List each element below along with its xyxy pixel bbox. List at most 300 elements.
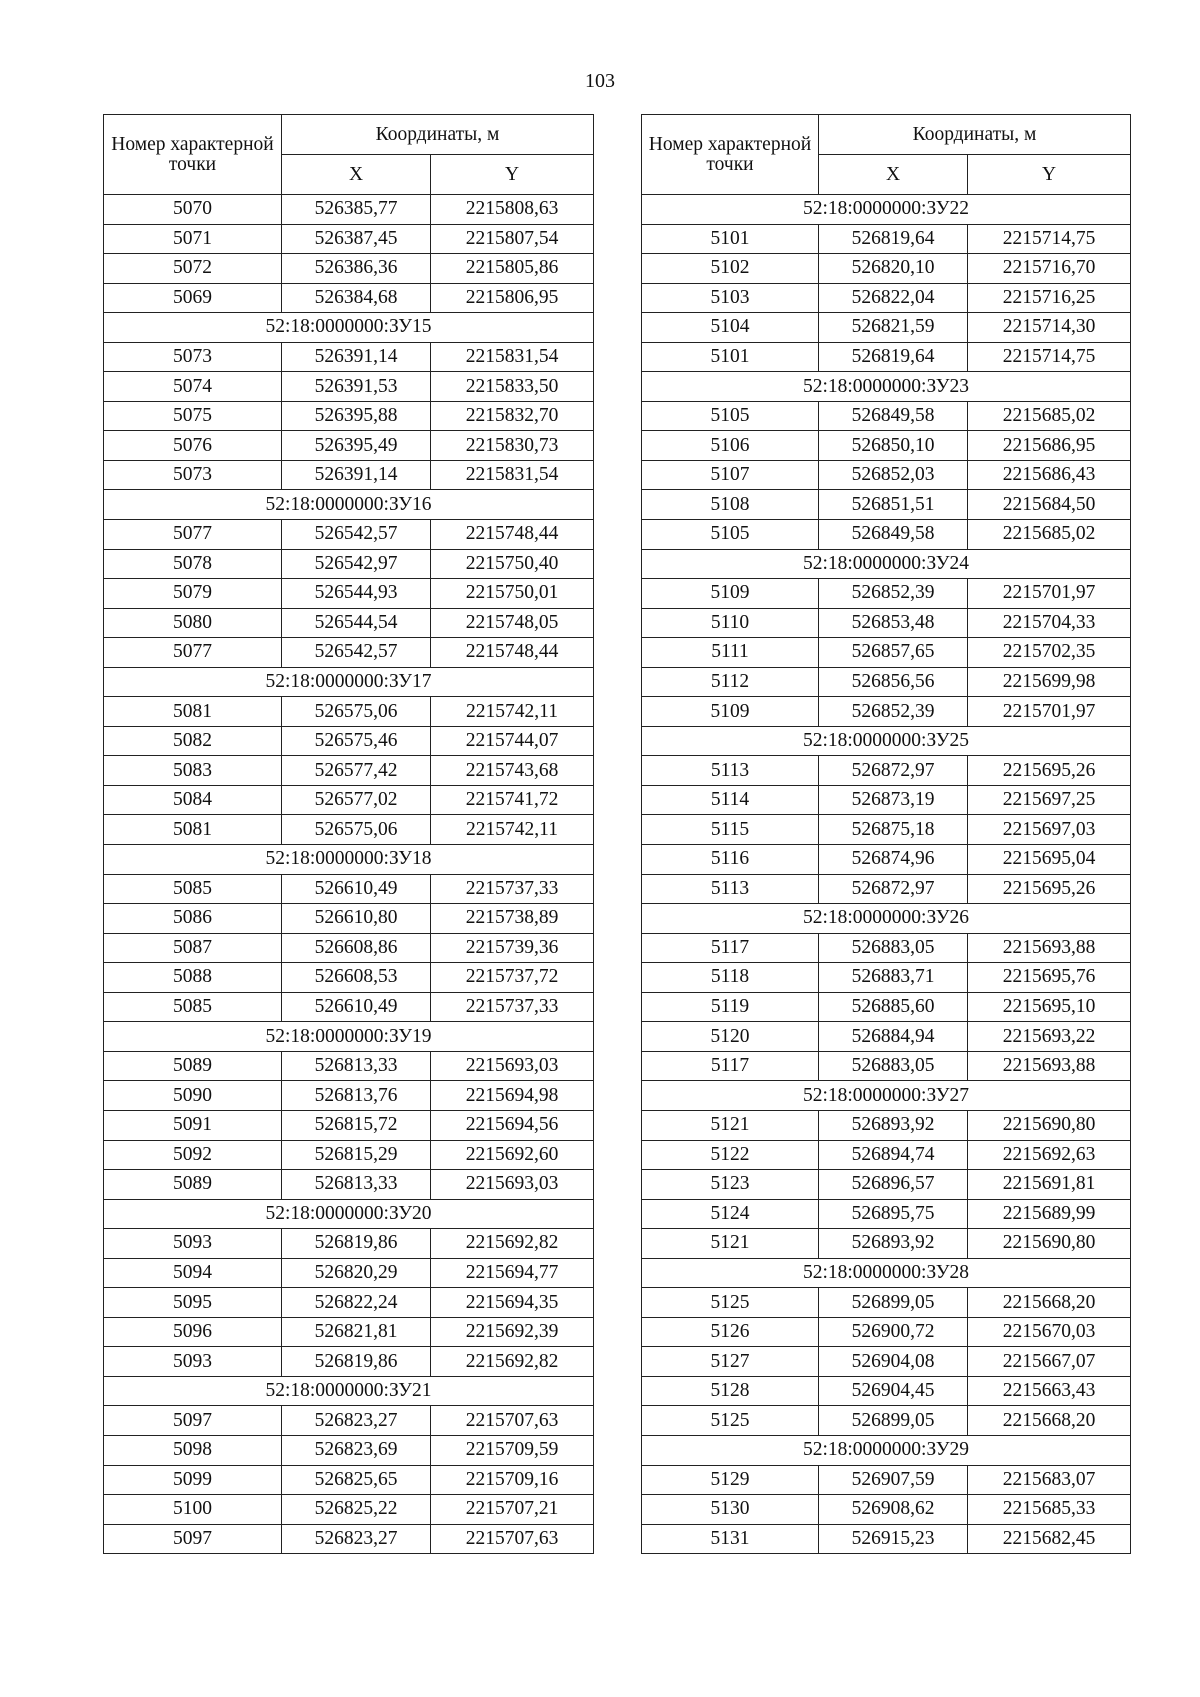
y-coordinate-cell: 2215808,63 [431, 195, 594, 225]
point-number-cell: 5123 [642, 1170, 819, 1200]
x-coordinate-cell: 526610,49 [282, 992, 431, 1022]
table-row [104, 1347, 594, 1377]
point-number-cell: 5077 [104, 638, 282, 668]
x-coordinate-cell: 526385,77 [282, 195, 431, 225]
y-coordinate-cell: 2215702,35 [968, 638, 1131, 668]
x-coordinate-cell: 526874,96 [819, 845, 968, 875]
table-row [104, 579, 594, 609]
table-row [642, 845, 1131, 875]
table-row [104, 520, 594, 550]
table-row [104, 1081, 594, 1111]
y-coordinate-cell: 2215695,26 [968, 756, 1131, 786]
cadastral-number: 52:18:0000000:ЗУ16 [104, 490, 594, 520]
table-row [104, 1317, 594, 1347]
table-row [642, 579, 1131, 609]
y-coordinate-cell: 2215685,02 [968, 520, 1131, 550]
point-number-cell: 5079 [104, 579, 282, 609]
cadastral-number: 52:18:0000000:ЗУ19 [104, 1022, 594, 1052]
y-coordinate-cell: 2215737,72 [431, 963, 594, 993]
x-coordinate-cell: 526883,05 [819, 1051, 968, 1081]
x-coordinate-cell: 526542,97 [282, 549, 431, 579]
x-coordinate-cell: 526822,04 [819, 283, 968, 313]
y-coordinate-cell: 2215693,88 [968, 933, 1131, 963]
table-row [642, 1140, 1131, 1170]
y-coordinate-cell: 2215748,44 [431, 638, 594, 668]
table-row [642, 460, 1131, 490]
cadastral-number: 52:18:0000000:ЗУ21 [104, 1376, 594, 1406]
point-number-cell: 5108 [642, 490, 819, 520]
x-coordinate-cell: 526395,49 [282, 431, 431, 461]
y-coordinate-cell: 2215737,33 [431, 992, 594, 1022]
point-number-cell: 5117 [642, 933, 819, 963]
section-row [104, 1022, 594, 1052]
y-coordinate-cell: 2215741,72 [431, 785, 594, 815]
table-row [104, 785, 594, 815]
y-coordinate-cell: 2215709,16 [431, 1465, 594, 1495]
y-coordinate-cell: 2215831,54 [431, 460, 594, 490]
y-header: Y [431, 155, 594, 195]
x-coordinate-cell: 526851,51 [819, 490, 968, 520]
point-number-cell: 5107 [642, 460, 819, 490]
table-row [104, 254, 594, 284]
y-coordinate-cell: 2215667,07 [968, 1347, 1131, 1377]
point-number-cell: 5073 [104, 460, 282, 490]
cadastral-number: 52:18:0000000:ЗУ29 [642, 1435, 1131, 1465]
point-number-cell: 5117 [642, 1051, 819, 1081]
point-number-cell: 5109 [642, 579, 819, 609]
point-number-cell: 5081 [104, 697, 282, 727]
table-row [104, 815, 594, 845]
point-number-cell: 5106 [642, 431, 819, 461]
y-coordinate-cell: 2215692,82 [431, 1229, 594, 1259]
y-coordinate-cell: 2215695,10 [968, 992, 1131, 1022]
point-number-cell: 5081 [104, 815, 282, 845]
y-coordinate-cell: 2215832,70 [431, 401, 594, 431]
section-row [642, 726, 1131, 756]
table-row [104, 1288, 594, 1318]
x-coordinate-cell: 526384,68 [282, 283, 431, 313]
y-coordinate-cell: 2215686,95 [968, 431, 1131, 461]
table-row [642, 1495, 1131, 1525]
y-coordinate-cell: 2215668,20 [968, 1288, 1131, 1318]
table-row [104, 195, 594, 225]
table-row [104, 283, 594, 313]
cadastral-number: 52:18:0000000:ЗУ25 [642, 726, 1131, 756]
point-number-cell: 5084 [104, 785, 282, 815]
table-row [642, 1406, 1131, 1436]
y-coordinate-cell: 2215699,98 [968, 667, 1131, 697]
point-number-cell: 5105 [642, 520, 819, 550]
x-coordinate-cell: 526391,14 [282, 460, 431, 490]
point-number-cell: 5069 [104, 283, 282, 313]
table-row [104, 401, 594, 431]
point-number-cell: 5119 [642, 992, 819, 1022]
table-row [104, 431, 594, 461]
y-coordinate-cell: 2215695,76 [968, 963, 1131, 993]
x-coordinate-cell: 526813,76 [282, 1081, 431, 1111]
point-number-cell: 5092 [104, 1140, 282, 1170]
x-coordinate-cell: 526893,92 [819, 1110, 968, 1140]
point-number-cell: 5103 [642, 283, 819, 313]
y-coordinate-cell: 2215744,07 [431, 726, 594, 756]
y-coordinate-cell: 2215670,03 [968, 1317, 1131, 1347]
table-row [642, 431, 1131, 461]
point-number-header: Номер характерной точки [642, 115, 819, 195]
point-number-cell: 5097 [104, 1406, 282, 1436]
section-row [104, 1376, 594, 1406]
table-row [642, 1170, 1131, 1200]
table-row [642, 254, 1131, 284]
y-coordinate-cell: 2215690,80 [968, 1229, 1131, 1259]
table-row [642, 638, 1131, 668]
x-coordinate-cell: 526575,46 [282, 726, 431, 756]
point-number-cell: 5125 [642, 1406, 819, 1436]
table-row [642, 815, 1131, 845]
cadastral-number: 52:18:0000000:ЗУ28 [642, 1258, 1131, 1288]
x-coordinate-cell: 526857,65 [819, 638, 968, 668]
x-coordinate-cell: 526542,57 [282, 520, 431, 550]
y-coordinate-cell: 2215830,73 [431, 431, 594, 461]
point-number-cell: 5109 [642, 697, 819, 727]
point-number-cell: 5112 [642, 667, 819, 697]
point-number-cell: 5080 [104, 608, 282, 638]
point-number-cell: 5073 [104, 342, 282, 372]
x-coordinate-cell: 526904,08 [819, 1347, 968, 1377]
table-row [642, 874, 1131, 904]
x-coordinate-cell: 526823,27 [282, 1406, 431, 1436]
point-number-cell: 5126 [642, 1317, 819, 1347]
table-row [642, 1317, 1131, 1347]
y-coordinate-cell: 2215739,36 [431, 933, 594, 963]
x-coordinate-cell: 526872,97 [819, 756, 968, 786]
point-number-cell: 5129 [642, 1465, 819, 1495]
cadastral-number: 52:18:0000000:ЗУ24 [642, 549, 1131, 579]
y-coordinate-cell: 2215693,22 [968, 1022, 1131, 1052]
point-number-cell: 5072 [104, 254, 282, 284]
x-coordinate-cell: 526821,81 [282, 1317, 431, 1347]
y-coordinate-cell: 2215689,99 [968, 1199, 1131, 1229]
point-number-cell: 5098 [104, 1435, 282, 1465]
x-coordinate-cell: 526849,58 [819, 520, 968, 550]
y-coordinate-cell: 2215716,25 [968, 283, 1131, 313]
y-coordinate-cell: 2215748,44 [431, 520, 594, 550]
section-row [104, 667, 594, 697]
x-coordinate-cell: 526610,49 [282, 874, 431, 904]
cadastral-number: 52:18:0000000:ЗУ27 [642, 1081, 1131, 1111]
table-row [104, 1170, 594, 1200]
point-number-cell: 5121 [642, 1229, 819, 1259]
table-row [642, 756, 1131, 786]
x-coordinate-cell: 526849,58 [819, 401, 968, 431]
y-coordinate-cell: 2215704,33 [968, 608, 1131, 638]
y-coordinate-cell: 2215701,97 [968, 697, 1131, 727]
y-coordinate-cell: 2215694,98 [431, 1081, 594, 1111]
cadastral-number: 52:18:0000000:ЗУ18 [104, 845, 594, 875]
x-coordinate-cell: 526823,27 [282, 1524, 431, 1554]
table-row [642, 992, 1131, 1022]
x-coordinate-cell: 526900,72 [819, 1317, 968, 1347]
table-row [104, 1051, 594, 1081]
table-row [642, 1347, 1131, 1377]
x-coordinate-cell: 526823,69 [282, 1435, 431, 1465]
point-number-cell: 5105 [642, 401, 819, 431]
x-coordinate-cell: 526819,86 [282, 1229, 431, 1259]
y-coordinate-cell: 2215683,07 [968, 1465, 1131, 1495]
point-number-cell: 5070 [104, 195, 282, 225]
point-number-cell: 5096 [104, 1317, 282, 1347]
point-number-cell: 5118 [642, 963, 819, 993]
x-coordinate-cell: 526813,33 [282, 1051, 431, 1081]
table-row [642, 1524, 1131, 1554]
x-coordinate-cell: 526819,86 [282, 1347, 431, 1377]
table-row [642, 785, 1131, 815]
cadastral-number: 52:18:0000000:ЗУ26 [642, 904, 1131, 934]
point-number-cell: 5113 [642, 756, 819, 786]
y-coordinate-cell: 2215692,82 [431, 1347, 594, 1377]
table-row [104, 1524, 594, 1554]
table-row [104, 756, 594, 786]
point-number-cell: 5100 [104, 1495, 282, 1525]
point-number-cell: 5075 [104, 401, 282, 431]
table-row [642, 1051, 1131, 1081]
point-number-cell: 5124 [642, 1199, 819, 1229]
table-row [104, 1140, 594, 1170]
cadastral-number: 52:18:0000000:ЗУ20 [104, 1199, 594, 1229]
point-number-cell: 5114 [642, 785, 819, 815]
x-coordinate-cell: 526820,10 [819, 254, 968, 284]
table-row [104, 1435, 594, 1465]
y-coordinate-cell: 2215693,88 [968, 1051, 1131, 1081]
point-number-header: Номер характерной точки [104, 115, 282, 195]
y-coordinate-cell: 2215668,20 [968, 1406, 1131, 1436]
section-row [104, 1199, 594, 1229]
y-coordinate-cell: 2215694,56 [431, 1110, 594, 1140]
table-row [642, 313, 1131, 343]
point-number-cell: 5125 [642, 1288, 819, 1318]
table-row [104, 904, 594, 934]
table-row [642, 1288, 1131, 1318]
y-coordinate-cell: 2215750,40 [431, 549, 594, 579]
table-row [642, 1465, 1131, 1495]
y-coordinate-cell: 2215807,54 [431, 224, 594, 254]
table-row [642, 667, 1131, 697]
x-coordinate-cell: 526896,57 [819, 1170, 968, 1200]
y-coordinate-cell: 2215694,35 [431, 1288, 594, 1318]
y-coordinate-cell: 2215701,97 [968, 579, 1131, 609]
y-coordinate-cell: 2215663,43 [968, 1376, 1131, 1406]
table-row [104, 874, 594, 904]
y-coordinate-cell: 2215805,86 [431, 254, 594, 284]
table-row [104, 933, 594, 963]
table-row [104, 608, 594, 638]
x-coordinate-cell: 526908,62 [819, 1495, 968, 1525]
x-coordinate-cell: 526542,57 [282, 638, 431, 668]
point-number-cell: 5087 [104, 933, 282, 963]
y-coordinate-cell: 2215697,03 [968, 815, 1131, 845]
y-coordinate-cell: 2215750,01 [431, 579, 594, 609]
x-coordinate-cell: 526610,80 [282, 904, 431, 934]
section-row [642, 1081, 1131, 1111]
point-number-cell: 5093 [104, 1229, 282, 1259]
x-coordinate-cell: 526821,59 [819, 313, 968, 343]
x-coordinate-cell: 526899,05 [819, 1288, 968, 1318]
y-coordinate-cell: 2215685,33 [968, 1495, 1131, 1525]
table-row [104, 963, 594, 993]
point-number-cell: 5101 [642, 342, 819, 372]
x-coordinate-cell: 526815,72 [282, 1110, 431, 1140]
table-row [642, 283, 1131, 313]
table-row [642, 608, 1131, 638]
table-row [104, 697, 594, 727]
point-number-cell: 5116 [642, 845, 819, 875]
x-coordinate-cell: 526893,92 [819, 1229, 968, 1259]
cadastral-number: 52:18:0000000:ЗУ17 [104, 667, 594, 697]
point-number-cell: 5101 [642, 224, 819, 254]
x-coordinate-cell: 526819,64 [819, 342, 968, 372]
x-coordinate-cell: 526875,18 [819, 815, 968, 845]
section-row [642, 195, 1131, 225]
y-coordinate-cell: 2215742,11 [431, 815, 594, 845]
x-coordinate-cell: 526820,29 [282, 1258, 431, 1288]
table-row [642, 401, 1131, 431]
x-coordinate-cell: 526883,71 [819, 963, 968, 993]
point-number-cell: 5085 [104, 992, 282, 1022]
x-coordinate-cell: 526872,97 [819, 874, 968, 904]
y-coordinate-cell: 2215833,50 [431, 372, 594, 402]
x-coordinate-cell: 526885,60 [819, 992, 968, 1022]
x-coordinate-cell: 526825,22 [282, 1495, 431, 1525]
table-row [104, 726, 594, 756]
point-number-cell: 5115 [642, 815, 819, 845]
x-coordinate-cell: 526899,05 [819, 1406, 968, 1436]
table-row [642, 1199, 1131, 1229]
x-coordinate-cell: 526884,94 [819, 1022, 968, 1052]
table-row [104, 992, 594, 1022]
y-coordinate-cell: 2215686,43 [968, 460, 1131, 490]
table-row [104, 372, 594, 402]
point-number-cell: 5110 [642, 608, 819, 638]
section-row [642, 904, 1131, 934]
x-coordinate-cell: 526904,45 [819, 1376, 968, 1406]
y-coordinate-cell: 2215742,11 [431, 697, 594, 727]
y-coordinate-cell: 2215737,33 [431, 874, 594, 904]
point-number-cell: 5078 [104, 549, 282, 579]
x-coordinate-cell: 526852,39 [819, 697, 968, 727]
y-coordinate-cell: 2215831,54 [431, 342, 594, 372]
y-coordinate-cell: 2215694,77 [431, 1258, 594, 1288]
point-number-cell: 5090 [104, 1081, 282, 1111]
point-number-cell: 5074 [104, 372, 282, 402]
point-number-cell: 5071 [104, 224, 282, 254]
table-row [104, 1110, 594, 1140]
section-row [104, 490, 594, 520]
section-row [642, 1258, 1131, 1288]
table-row [104, 1229, 594, 1259]
cadastral-number: 52:18:0000000:ЗУ22 [642, 195, 1131, 225]
table-row [104, 1495, 594, 1525]
point-number-cell: 5091 [104, 1110, 282, 1140]
x-coordinate-cell: 526575,06 [282, 815, 431, 845]
table-row [642, 963, 1131, 993]
x-coordinate-cell: 526895,75 [819, 1199, 968, 1229]
point-number-cell: 5094 [104, 1258, 282, 1288]
cadastral-number: 52:18:0000000:ЗУ23 [642, 372, 1131, 402]
table-row [104, 1258, 594, 1288]
table-row [104, 638, 594, 668]
table-row [642, 1376, 1131, 1406]
section-row [642, 1435, 1131, 1465]
point-number-cell: 5089 [104, 1051, 282, 1081]
x-coordinate-cell: 526852,03 [819, 460, 968, 490]
y-header: Y [968, 155, 1131, 195]
y-coordinate-cell: 2215692,63 [968, 1140, 1131, 1170]
x-coordinate-cell: 526391,53 [282, 372, 431, 402]
table-row [104, 1406, 594, 1436]
x-coordinate-cell: 526391,14 [282, 342, 431, 372]
y-coordinate-cell: 2215693,03 [431, 1051, 594, 1081]
table-row [642, 697, 1131, 727]
x-coordinate-cell: 526907,59 [819, 1465, 968, 1495]
point-number-cell: 5128 [642, 1376, 819, 1406]
point-number-cell: 5099 [104, 1465, 282, 1495]
point-number-cell: 5089 [104, 1170, 282, 1200]
x-coordinate-cell: 526852,39 [819, 579, 968, 609]
point-number-cell: 5083 [104, 756, 282, 786]
table-row [104, 224, 594, 254]
y-coordinate-cell: 2215806,95 [431, 283, 594, 313]
point-number-cell: 5104 [642, 313, 819, 343]
x-header: X [282, 155, 431, 195]
table-row [642, 520, 1131, 550]
y-coordinate-cell: 2215743,68 [431, 756, 594, 786]
x-coordinate-cell: 526387,45 [282, 224, 431, 254]
point-number-cell: 5121 [642, 1110, 819, 1140]
coordinates-header: Координаты, м [819, 115, 1131, 155]
x-header: X [819, 155, 968, 195]
y-coordinate-cell: 2215691,81 [968, 1170, 1131, 1200]
x-coordinate-cell: 526577,02 [282, 785, 431, 815]
point-number-cell: 5127 [642, 1347, 819, 1377]
point-number-cell: 5130 [642, 1495, 819, 1525]
x-coordinate-cell: 526544,93 [282, 579, 431, 609]
x-coordinate-cell: 526822,24 [282, 1288, 431, 1318]
coordinates-table-left [103, 114, 594, 1554]
y-coordinate-cell: 2215707,63 [431, 1524, 594, 1554]
y-coordinate-cell: 2215748,05 [431, 608, 594, 638]
table-row [642, 933, 1131, 963]
x-coordinate-cell: 526856,56 [819, 667, 968, 697]
point-number-cell: 5088 [104, 963, 282, 993]
x-coordinate-cell: 526575,06 [282, 697, 431, 727]
coordinates-table-right [641, 114, 1131, 1554]
x-coordinate-cell: 526577,42 [282, 756, 431, 786]
coordinates-header: Координаты, м [282, 115, 594, 155]
x-coordinate-cell: 526544,54 [282, 608, 431, 638]
cadastral-number: 52:18:0000000:ЗУ15 [104, 313, 594, 343]
y-coordinate-cell: 2215690,80 [968, 1110, 1131, 1140]
table-row [642, 490, 1131, 520]
point-number-cell: 5122 [642, 1140, 819, 1170]
y-coordinate-cell: 2215695,26 [968, 874, 1131, 904]
y-coordinate-cell: 2215714,75 [968, 342, 1131, 372]
page-number: 103 [585, 70, 615, 92]
x-coordinate-cell: 526813,33 [282, 1170, 431, 1200]
x-coordinate-cell: 526894,74 [819, 1140, 968, 1170]
y-coordinate-cell: 2215692,60 [431, 1140, 594, 1170]
table-row [104, 460, 594, 490]
point-number-cell: 5093 [104, 1347, 282, 1377]
point-number-cell: 5097 [104, 1524, 282, 1554]
